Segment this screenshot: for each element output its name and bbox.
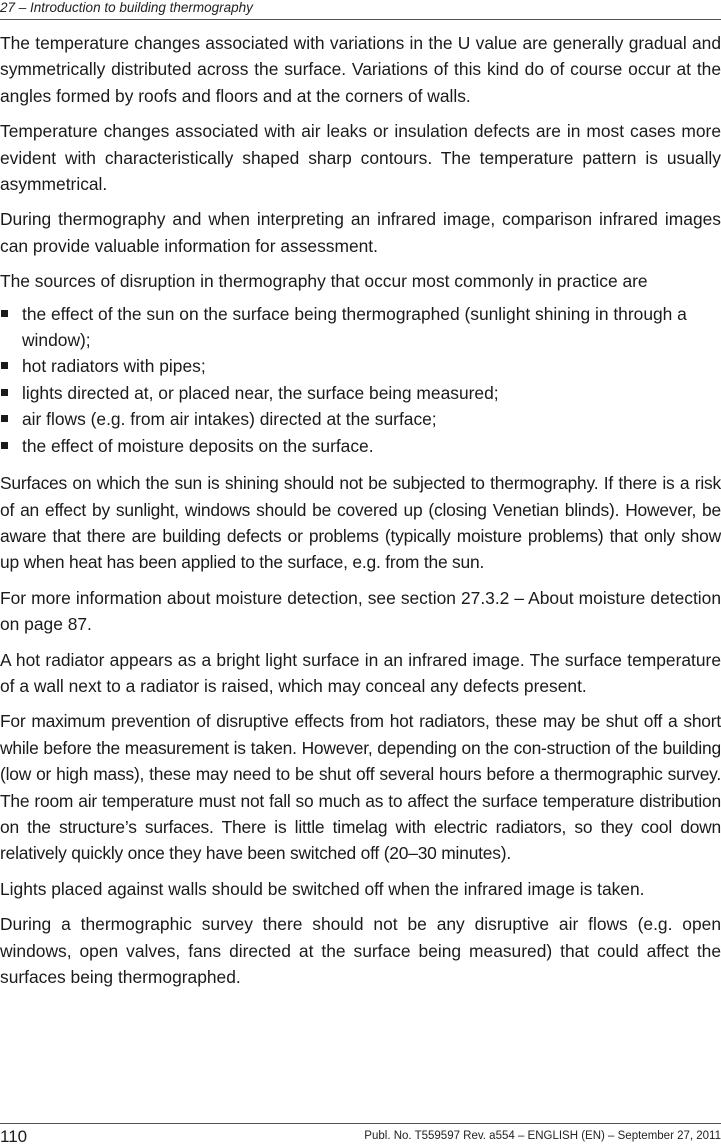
list-item: lights directed at, or placed near, the surface being measured; [0,380,721,406]
paragraph-moisture-reference: For more information about moisture detection, see section 27.3.2 – About moisture detection on page 87. [0,587,721,635]
paragraph-disruption-sources: The sources of disruption in thermography that occur most commonly in practice are [0,271,648,292]
paragraph-sunlight: Surfaces on which the sun is shining should not be subjected to thermography. If there is a risk of an effect by sunlight, windows should be covered up (closing Venetian blinds). However, be aware that there are building defects or problems (typically moisture problems) that only show up when heat has been applied to the surface, e.g. from the sun. [0,473,721,573]
running-header [0,0,721,20]
paragraph-hot-radiator: A hot radiator appears as a bright light surface in an infrared image. The surface temperature of a wall next to a radiator is raised, which may conceal any defects present. [0,649,721,696]
paragraph-u-value: The temperature changes associated with variations in the U value are generally gradual and symmetrically distributed across the surface. Variations of this kind do of course occur at the angles formed by roofs and floors and at the corners of walls. [0,33,721,106]
header-title: 27 – Introduction to building thermography [0,0,253,15]
list-item: hot radiators with pipes; [0,353,721,379]
paragraph-comparison: During thermography and when interpreting an infrared image, comparison infrared images can provide valuable information for assessment. [0,209,721,256]
list-item: the effect of the sun on the surface being thermographed (sunlight shining in through a window); [0,301,721,354]
bullet-icon [1,415,8,422]
paragraph-lights: Lights placed against walls should be switched off when the infrared image is taken. [0,878,645,899]
list-item: air flows (e.g. from air intakes) directed at the surface; [0,406,721,432]
paragraph-air-leaks: Temperature changes associated with air leaks or insulation defects are in most cases more evident with characteristically shaped sharp contours. The temperature pattern is usually asymmetrical. [0,121,721,195]
paragraph-air-flows: During a thermographic survey there should not be any disruptive air flows (e.g. open windows, open valves, fans directed at the surface being measured) that could affect the surfaces being thermographed. [0,914,721,987]
bullet-icon [1,389,8,396]
list-item: the effect of moisture deposits on the surface. [0,433,721,459]
paragraph-radiator-prevention: For maximum prevention of disruptive effects from hot radiators, these may be shut off a short while before the measurement is taken. However, depending on the con-struction of the building (low or high mass), these may need to be shut off several hours before a thermographic survey. The room air temperature must not fall so much as to affect the surface temperature distribution on the structure’s surfaces. There is little timelag with electric radiators, so they cool down relatively quickly once they have been switched off (20–30 minutes). [0,711,721,864]
page-number: 110 [0,1127,28,1146]
page-footer [0,1123,721,1146]
page-body [0,30,721,999]
publication-info: Publ. No. T559597 Rev. a554 – ENGLISH (EN) – September 27, 2011 [364,1130,721,1142]
disruption-list [0,301,721,459]
bullet-icon [1,442,8,449]
bullet-icon [1,362,8,369]
bullet-icon [1,310,8,317]
